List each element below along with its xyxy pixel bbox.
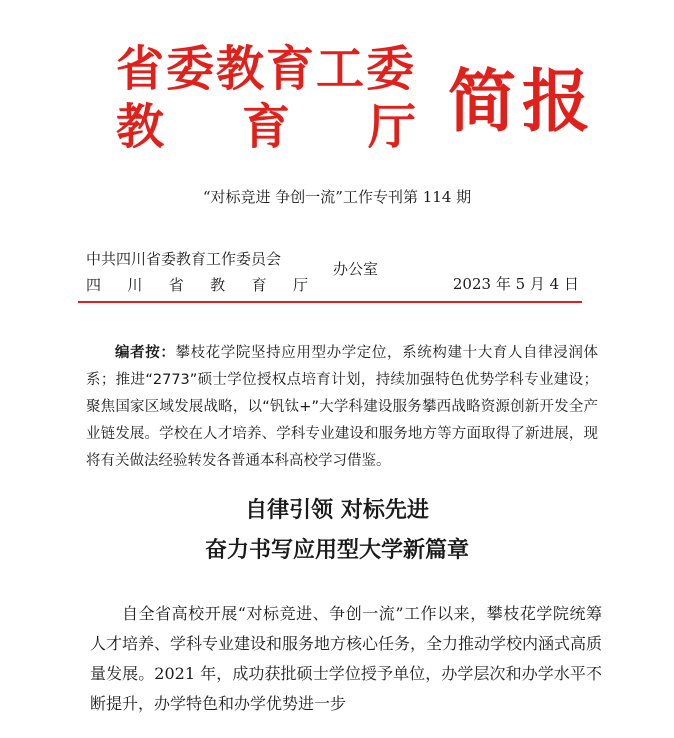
issuer-name-line1: 中共四川省委教育工作委员会 — [86, 250, 282, 268]
masthead-char: 教 — [116, 99, 165, 155]
editor-note — [86, 340, 598, 475]
masthead-publication-title: 简报 — [448, 62, 597, 142]
issuer-char: 川 — [127, 276, 143, 294]
issuer-char: 省 — [168, 276, 184, 294]
masthead-org-line2 — [116, 88, 416, 157]
masthead-char: 厅 — [367, 99, 416, 155]
issuer-name-line2 — [86, 272, 308, 298]
red-divider — [78, 301, 582, 303]
issuer-char: 教 — [210, 276, 226, 294]
issuer-char: 四 — [86, 276, 102, 294]
issuer-block — [86, 246, 308, 298]
issue-date: 2023 年 5 月 4 日 — [452, 275, 579, 293]
masthead-org-line1: 省委教育工委 — [116, 41, 417, 97]
editor-note-label: 编者按： — [115, 345, 176, 361]
article-headline — [0, 490, 674, 570]
body-paragraph: 自全省高校开展“对标竞进、争创一流”工作以来，攀枝花学院统筹人才培养、学科专业建设和服务地方核心任务，全力推动学校内涵式高质量发展。2021 年，成功获批硕士学位授予单位，办学层次和办学水平不断提升，办学特色和办学优势进一步 — [90, 604, 603, 713]
editor-note-text: 攀枝花学院坚持应用型办学定位，系统构建十大育人自律浸润体系；推进“2773”硕士学位授权点培育计划，持续加强特色优势学科专业建设；聚焦国家区域发展战略，以“钒钛+”大学科建设服务攀西战略资源创新开发全产业链发展。学校在人才培养、学科专业建设和服务地方等方面取得了新进展，现将有关做法经验转发各普通本科高校学习借鉴。 — [86, 345, 598, 469]
headline-line1: 自律引领 对标先进 — [245, 497, 429, 523]
issuer-char: 育 — [251, 276, 267, 294]
headline-line2: 奋力书写应用型大学新篇章 — [204, 537, 469, 563]
masthead — [0, 0, 674, 160]
masthead-char: 育 — [241, 99, 290, 155]
issue-line: “对标竞进 争创一流”工作专刊第 114 期 — [202, 188, 472, 206]
issuer-char: 厅 — [292, 276, 308, 294]
issuer-office: 办公室 — [333, 260, 379, 278]
